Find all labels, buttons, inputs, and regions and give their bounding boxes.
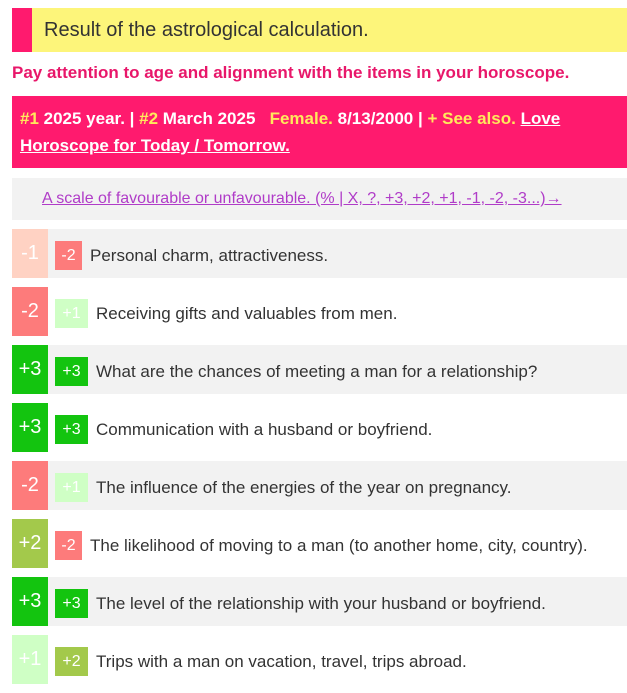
see-also-label: + See also. — [427, 109, 516, 128]
year-score-badge: +3 — [12, 577, 48, 626]
month-score-badge: +2 — [55, 647, 88, 676]
intro-note: Pay attention to age and alignment with the items in your horoscope. — [12, 63, 570, 82]
month-score-badge: +3 — [55, 357, 88, 386]
month-score-badge: +1 — [55, 473, 88, 502]
item-label: Trips with a man on vacation, travel, trips abroad. — [96, 652, 467, 671]
love-horoscope-link[interactable]: Love Horoscope for Today / Tomorrow. — [20, 109, 561, 155]
year-score-badge: +3 — [12, 403, 48, 452]
list-item — [12, 577, 627, 626]
year-score-badge: -2 — [12, 287, 48, 336]
result-title-bar — [12, 8, 627, 52]
year-score-badge: -1 — [12, 229, 48, 278]
scale-bar — [12, 178, 627, 220]
month-score-badge: +3 — [55, 415, 88, 444]
item-label: Personal charm, attractiveness. — [90, 246, 329, 265]
list-item — [12, 287, 627, 336]
item-label: Communication with a husband or boyfriend. — [96, 420, 433, 439]
month-score-badge: +1 — [55, 299, 88, 328]
month-score-badge: +3 — [55, 589, 88, 618]
item-label: What are the chances of meeting a man for a relationship? — [96, 362, 538, 381]
item-label: The level of the relationship with your husband or boyfriend. — [96, 594, 546, 613]
item-label: The likelihood of moving to a man (to another home, city, country). — [90, 536, 588, 555]
horoscope-info-block — [12, 96, 627, 168]
scale-link[interactable]: A scale of favourable or unfavourable. (% | X, ?, +3, +2, +1, -1, -2, -3...)→ — [42, 190, 562, 207]
page-title: Result of the astrological calculation. — [44, 19, 369, 41]
list-item — [12, 403, 627, 452]
horoscope-items-list — [12, 229, 627, 693]
birthdate-text: 8/13/2000 | — [332, 109, 428, 128]
year-score-badge: +1 — [12, 635, 48, 684]
title-accent-stripe — [12, 8, 32, 52]
list-item — [12, 345, 627, 394]
year-marker: #1 — [20, 109, 39, 128]
year-score-badge: +3 — [12, 345, 48, 394]
list-item — [12, 635, 627, 684]
month-marker: #2 — [139, 109, 159, 128]
year-score-badge: +2 — [12, 519, 48, 568]
list-item — [12, 461, 627, 510]
month-text: March 2025 — [158, 109, 256, 128]
list-item — [12, 519, 627, 568]
year-score-badge: -2 — [12, 461, 48, 510]
year-text: 2025 year. | — [38, 109, 140, 128]
month-score-badge: -2 — [55, 241, 82, 270]
item-label: The influence of the energies of the year on pregnancy. — [96, 478, 512, 497]
month-score-badge: -2 — [55, 531, 82, 560]
gender-label: Female. — [269, 109, 333, 128]
item-label: Receiving gifts and valuables from men. — [96, 304, 398, 323]
list-item — [12, 229, 627, 278]
